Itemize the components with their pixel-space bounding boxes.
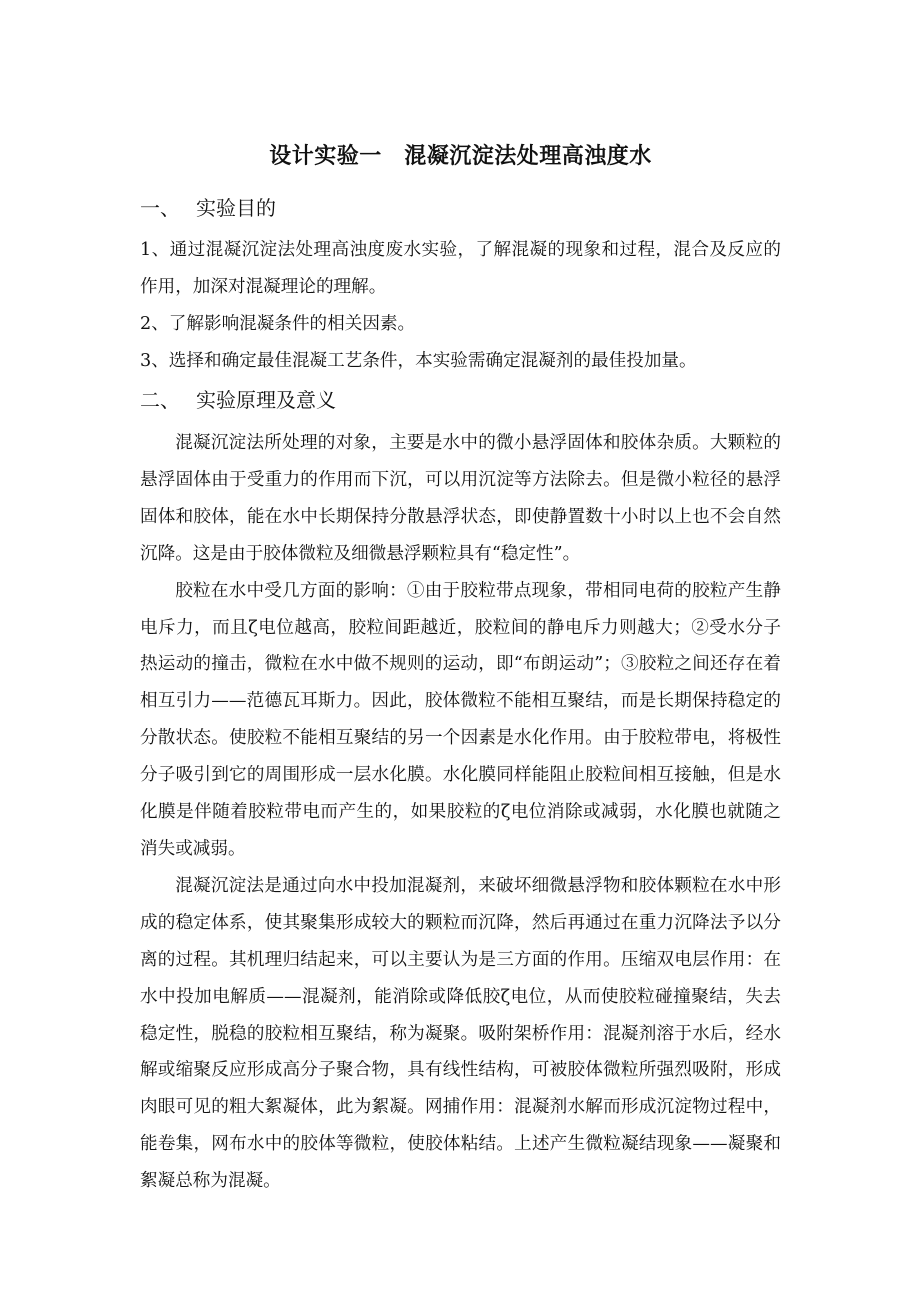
objective-item: 3、选择和确定最佳混凝工艺条件，本实验需确定混凝剂的最佳投加量。 — [140, 350, 697, 371]
body-paragraph: 混凝沉淀法所处理的对象，主要是水中的微小悬浮固体和胶体杂质。大颗粒的悬浮固体由于受重力的作用而下沉，可以用沉淀等方法除去。但是微小粒径的悬浮固体和胶体，能在水中长期保持分散悬浮状态，即使静置数十小时以上也不会自然沉降。这是由于胶体微粒及细微悬浮颗粒具有“稳定性”。 — [140, 433, 781, 564]
body-paragraph: 混凝沉淀法是通过向水中投加混凝剂，来破坏细微悬浮物和胶体颗粒在水中形成的稳定体系，使其聚集形成较大的颗粒而沉降，然后再通过在重力沉降法予以分离的过程。其机理归结起来，可以主要认为是三方面的作用。压缩双电层作用：在水中投加电解质——混凝剂，能消除或降低胶ζ电位，从而使胶粒碰撞聚结，失去稳定性，脱稳的胶粒相互聚结，称为凝聚。吸附架桥作用：混凝剂溶于水后，经水解或缩聚反应形成高分子聚合物，具有线性结构，可被胶体微粒所强烈吸附，形成肉眼可见的粗大絮凝体，此为絮凝。网捕作用：混凝剂水解而形成沉淀物过程中，能卷集，网布水中的胶体等微粒，使胶体粘结。上述产生微粒凝结现象——凝聚和絮凝总称为混凝。 — [140, 875, 781, 1192]
objective-item: 2、了解影响混凝条件的相关因素。 — [140, 313, 416, 334]
objective-item: 1、通过混凝沉淀法处理高浊度废水实验，了解混凝的现象和过程，混合及反应的作用，加深对混凝理论的理解。 — [140, 240, 781, 297]
principles-body — [140, 425, 781, 1200]
document-title: 设计实验一 混凝沉淀法处理高浊度水 — [269, 144, 652, 169]
objectives-list — [140, 232, 781, 380]
section-number: 二、 — [140, 388, 180, 412]
section-heading-principles — [140, 382, 336, 418]
section-number: 一、 — [140, 196, 180, 220]
section-heading-objectives — [140, 190, 276, 226]
body-paragraph: 胶粒在水中受几方面的影响：①由于胶粒带点现象，带相同电荷的胶粒产生静电斥力，而且ζ电位越高，胶粒间距越近，胶粒间的静电斥力则越大；②受水分子热运动的撞击，微粒在水中做不规则的运动，即“布朗运动”；③胶粒之间还存在着相互引力——范德瓦耳斯力。因此，胶体微粒不能相互聚结，而是长期保持稳定的分散状态。使胶粒不能相互聚结的另一个因素是水化作用。由于胶粒带电，将极性分子吸引到它的周围形成一层水化膜。水化膜同样能阻止胶粒间相互接触，但是水化膜是伴随着胶粒带电而产生的，如果胶粒的ζ电位消除或减弱，水化膜也就随之消失或减弱。 — [140, 580, 781, 859]
section-title: 实验目的 — [196, 196, 276, 220]
section-title: 实验原理及意义 — [196, 388, 336, 412]
